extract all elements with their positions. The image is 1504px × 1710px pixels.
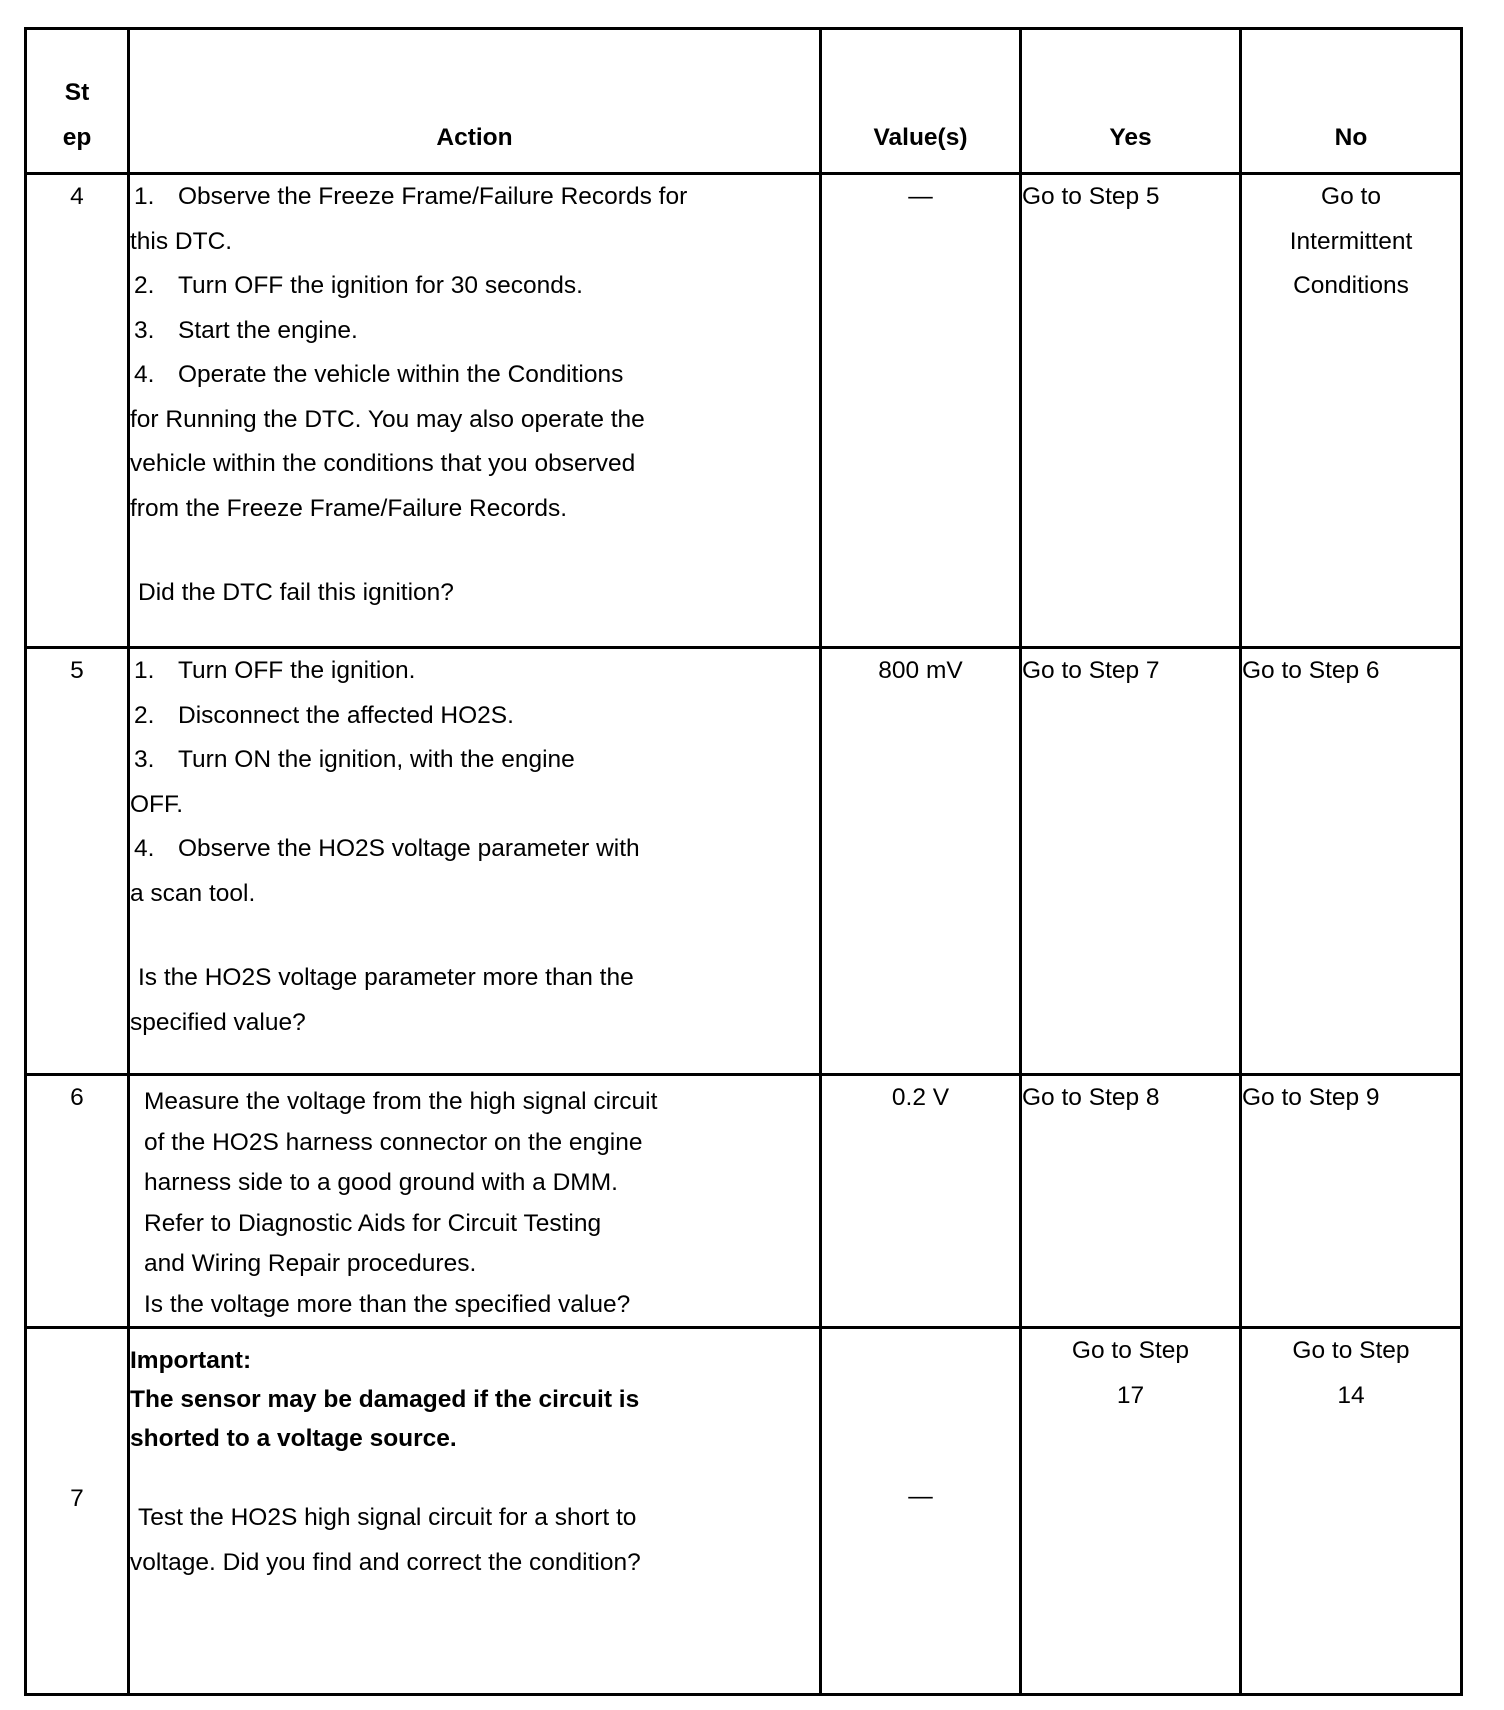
header-action: Action <box>129 29 821 174</box>
step-number: 4 <box>26 174 129 648</box>
action-item: 1. Turn OFF the ignition. <box>134 657 416 684</box>
table-row-step-7 <box>26 1328 1462 1695</box>
action-question: Did the DTC fail this ignition? <box>138 579 454 606</box>
action-item-cont: a scan tool. <box>130 879 256 907</box>
action-item-cont: OFF. <box>130 790 184 818</box>
action-cell <box>129 1075 821 1328</box>
action-cell <box>129 1328 821 1695</box>
header-step-line1: St <box>64 79 90 106</box>
action-line: Refer to Diagnostic Aids for Circuit Testing <box>144 1209 602 1237</box>
header-yes: Yes <box>1021 29 1241 174</box>
yes-cell: Go to Step 7 <box>1021 648 1241 1075</box>
no-cell: Go to Step 6 <box>1241 648 1462 1075</box>
header-no: No <box>1241 29 1462 174</box>
action-line: Is the voltage more than the specified value? <box>144 1290 631 1318</box>
action-item: 4. Operate the vehicle within the Conditions <box>134 361 624 388</box>
yes-cell: Go to Step 5 <box>1021 174 1241 648</box>
value-cell: — <box>821 174 1021 648</box>
action-item: 3. Turn ON the ignition, with the engine <box>134 746 575 773</box>
important-text: shorted to a voltage source. <box>130 1425 457 1452</box>
action-item: 1. Observe the Freeze Frame/Failure Records for <box>134 183 688 210</box>
step-number: 5 <box>26 648 129 1075</box>
action-cell <box>129 648 821 1075</box>
action-item: 4. Observe the HO2S voltage parameter with <box>134 835 640 862</box>
action-line: and Wiring Repair procedures. <box>144 1250 477 1277</box>
action-question: Test the HO2S high signal circuit for a short to <box>138 1504 637 1531</box>
yes-cell: Go to Step 8 <box>1021 1075 1241 1328</box>
action-item-cont: this DTC. <box>130 227 233 255</box>
table-row-step-5 <box>26 648 1462 1075</box>
table-row-step-4 <box>26 174 1462 648</box>
action-item: 3. Start the engine. <box>134 316 358 344</box>
action-question-cont: specified value? <box>130 1008 306 1036</box>
no-cell: Go to Intermittent Conditions <box>1241 174 1462 648</box>
value-cell: 800 mV <box>821 648 1021 1075</box>
action-line: harness side to a good ground with a DMM. <box>144 1169 618 1196</box>
header-row <box>26 29 1462 174</box>
important-text: The sensor may be damaged if the circuit is <box>130 1386 640 1413</box>
diagnostic-table <box>24 27 1463 1696</box>
value-cell: — <box>821 1328 1021 1695</box>
header-step <box>26 29 129 174</box>
header-values: Value(s) <box>821 29 1021 174</box>
action-item: 2. Disconnect the affected HO2S. <box>134 701 514 729</box>
action-question: Is the HO2S voltage parameter more than the <box>138 964 634 991</box>
header-step-line2: ep <box>62 123 92 151</box>
action-cell <box>129 174 821 648</box>
action-question-cont: voltage. Did you find and correct the condition? <box>130 1548 641 1576</box>
no-cell: Go to Step 9 <box>1241 1075 1462 1328</box>
step-number: 7 <box>26 1328 129 1695</box>
table-row-step-6 <box>26 1075 1462 1328</box>
value-cell: 0.2 V <box>821 1075 1021 1328</box>
action-item: 2. Turn OFF the ignition for 30 seconds. <box>134 272 583 299</box>
action-line: of the HO2S harness connector on the engine <box>144 1128 643 1156</box>
important-label: Important: <box>130 1347 252 1374</box>
action-item-cont: vehicle within the conditions that you observed <box>130 450 636 477</box>
action-line: Measure the voltage from the high signal circuit <box>144 1088 658 1115</box>
no-cell: Go to Step 14 <box>1241 1328 1462 1695</box>
yes-cell: Go to Step 17 <box>1021 1328 1241 1695</box>
action-item-cont: for Running the DTC. You may also operate the <box>130 405 645 433</box>
action-item-cont: from the Freeze Frame/Failure Records. <box>130 494 568 522</box>
step-number: 6 <box>26 1075 129 1328</box>
